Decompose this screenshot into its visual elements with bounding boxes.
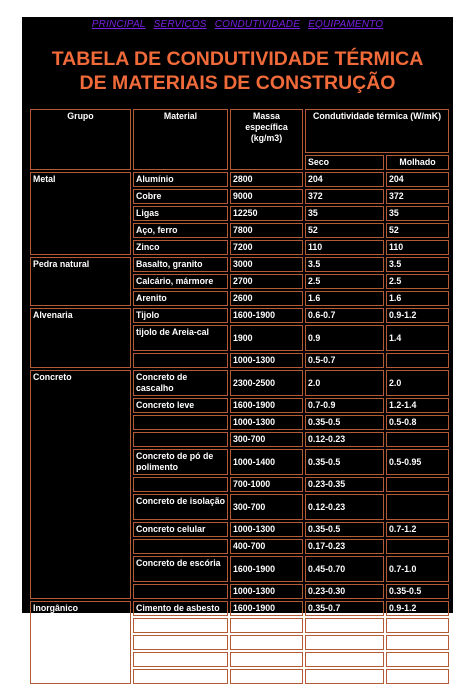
wet-cell: 0.9-1.2 [386, 601, 449, 616]
material-cell: Zinco [133, 240, 228, 255]
density-cell: 2300-2500 [230, 370, 303, 396]
wet-cell [386, 477, 449, 492]
dry-cell: 0.35-0.5 [305, 522, 384, 537]
dry-cell: 2.0 [305, 370, 384, 396]
dry-cell: 0.45-0.70 [305, 556, 384, 582]
wet-cell: 0.7-1.0 [386, 556, 449, 582]
density-cell: 9000 [230, 189, 303, 204]
material-cell [133, 415, 228, 430]
nav-link-equipamento[interactable]: EQUIPAMENTO [308, 19, 384, 30]
wet-cell: 1.2-1.4 [386, 398, 449, 413]
document-page [22, 17, 453, 681]
dry-cell: 0.04 [305, 669, 384, 684]
material-cell: Concreto leve [133, 398, 228, 413]
dry-cell: 0.12-0.23 [305, 432, 384, 447]
wet-cell: 35 [386, 206, 449, 221]
dry-cell: 0.17-0.23 [305, 539, 384, 554]
dry-cell: 0.23-0.30 [305, 584, 384, 599]
material-cell [133, 477, 228, 492]
material-cell [133, 539, 228, 554]
material-cell: Cimento de asbesto [133, 601, 228, 616]
wet-cell: 52 [386, 223, 449, 238]
density-cell: 300-700 [230, 432, 303, 447]
table-row [30, 172, 449, 187]
dry-cell: 1.6 [305, 291, 384, 306]
dry-cell: 0.23-0.35 [305, 477, 384, 492]
material-cell: Arenito [133, 291, 228, 306]
table-row [30, 370, 449, 396]
dry-cell: 372 [305, 189, 384, 204]
conductivity-table [28, 107, 451, 686]
density-cell: 400-700 [230, 539, 303, 554]
material-cell: Lã de Vidro [133, 669, 228, 684]
page-title [22, 47, 453, 95]
density-cell: 1600-1900 [230, 308, 303, 323]
dry-cell: 0.8 [305, 652, 384, 667]
density-cell: 1600-1900 [230, 556, 303, 582]
dry-cell: 0.7-0.9 [305, 398, 384, 413]
wet-cell: 0.8 [386, 652, 449, 667]
material-cell: Tijolo [133, 308, 228, 323]
dry-cell: 3.5 [305, 257, 384, 272]
material-cell [133, 353, 228, 368]
material-cell [133, 432, 228, 447]
dry-cell: 110 [305, 240, 384, 255]
density-cell: 1900 [230, 325, 303, 351]
page-title-line-2: DE MATERIAIS DE CONSTRUÇÃO [79, 72, 396, 94]
density-cell: 2600 [230, 291, 303, 306]
dry-cell: 0.35-0.5 [305, 415, 384, 430]
table-row [30, 308, 449, 323]
wet-cell [386, 353, 449, 368]
wet-cell: 110 [386, 240, 449, 255]
density-cell: 2500 [230, 652, 303, 667]
dry-cell: 0.12-0.23 [305, 494, 384, 520]
wet-cell: 2.5 [386, 274, 449, 289]
material-cell: Calcário, mármore [133, 274, 228, 289]
nav-link-servicos[interactable]: SERVIÇOS [153, 19, 207, 30]
density-cell: 900 [230, 635, 303, 650]
dry-cell: 204 [305, 172, 384, 187]
density-cell: 3000 [230, 257, 303, 272]
header-density: Massa específica (kg/m3) [230, 109, 303, 170]
nav-link-principal[interactable]: PRINCIPAL [91, 19, 146, 30]
wet-cell: 204 [386, 172, 449, 187]
material-cell: Concreto de isolação [133, 494, 228, 520]
dry-cell: 0.20 [305, 635, 384, 650]
table-body [30, 172, 449, 684]
material-cell: Concreto celular [133, 522, 228, 537]
group-cell: Pedra natural [30, 257, 131, 306]
material-cell: Alumínio [133, 172, 228, 187]
wet-cell [386, 618, 449, 633]
wet-cell [386, 669, 449, 684]
density-cell: 1600-1900 [230, 601, 303, 616]
dry-cell: 0.35-0.5 [305, 449, 384, 475]
wet-cell [386, 432, 449, 447]
wet-cell: 2.0 [386, 370, 449, 396]
density-cell: 1000-1300 [230, 415, 303, 430]
dry-cell: 0.5-0.7 [305, 353, 384, 368]
density-cell: 1000-1300 [230, 584, 303, 599]
material-cell [133, 584, 228, 599]
material-cell: Concreto de cascalho [133, 370, 228, 396]
density-cell: 1600-1900 [230, 398, 303, 413]
group-cell: Metal [30, 172, 131, 255]
density-cell: 1000-1300 [230, 522, 303, 537]
wet-cell: 0.9-1.2 [386, 308, 449, 323]
material-cell: Concreto de escória [133, 556, 228, 582]
wet-cell [386, 539, 449, 554]
page-title-line-1: TABELA DE CONDUTIVIDADE TÉRMICA [51, 48, 424, 70]
material-cell: Aço, ferro [133, 223, 228, 238]
header-material: Material [133, 109, 228, 170]
wet-cell: 0.7-1.2 [386, 522, 449, 537]
dry-cell: 52 [305, 223, 384, 238]
header-wet: Molhado [386, 155, 449, 170]
material-cell: Ligas [133, 206, 228, 221]
density-cell: 1000-1400 [230, 449, 303, 475]
wet-cell: 1.6 [386, 291, 449, 306]
density-cell: 800-1400 [230, 618, 303, 633]
material-cell: Vidro [133, 652, 228, 667]
wet-cell [386, 635, 449, 650]
dry-cell: 2.5 [305, 274, 384, 289]
header-dry: Seco [305, 155, 384, 170]
header-group: Grupo [30, 109, 131, 170]
table-row [30, 257, 449, 272]
dry-cell: 35 [305, 206, 384, 221]
density-cell: 2800 [230, 172, 303, 187]
dry-cell: 0.9 [305, 325, 384, 351]
group-cell: Alvenaria [30, 308, 131, 368]
material-cell: Basalto, granito [133, 257, 228, 272]
group-cell: Concreto [30, 370, 131, 599]
wet-cell: 372 [386, 189, 449, 204]
density-cell: 700-1000 [230, 477, 303, 492]
density-cell: 7800 [230, 223, 303, 238]
group-cell: Inorgânico [30, 601, 131, 684]
density-cell: 12250 [230, 206, 303, 221]
wet-cell: 0.35-0.5 [386, 584, 449, 599]
material-cell: Concreto de pó de polimento [133, 449, 228, 475]
density-cell: 1000-1300 [230, 353, 303, 368]
density-cell: 300-700 [230, 494, 303, 520]
wet-cell: 0.5-0.95 [386, 449, 449, 475]
material-cell: tijolo de Areia-cal [133, 325, 228, 351]
wet-cell: 1.4 [386, 325, 449, 351]
density-cell: 150 [230, 669, 303, 684]
wet-cell: 3.5 [386, 257, 449, 272]
table-row [30, 601, 449, 616]
wet-cell: 0.5-0.8 [386, 415, 449, 430]
wet-cell [386, 494, 449, 520]
top-nav [22, 19, 453, 33]
material-cell: Cartão gipsita [133, 635, 228, 650]
dry-cell: 0.35-0.7 [305, 601, 384, 616]
dry-cell: 0.23-0.45 [305, 618, 384, 633]
nav-link-condutividade[interactable]: CONDUTIVIDADE [214, 19, 301, 30]
dry-cell: 0.6-0.7 [305, 308, 384, 323]
material-cell: Cobre [133, 189, 228, 204]
density-cell: 2700 [230, 274, 303, 289]
header-conductivity: Condutividade térmica (W/mK) [305, 109, 449, 153]
density-cell: 7200 [230, 240, 303, 255]
material-cell: Placa gipsita [133, 618, 228, 633]
